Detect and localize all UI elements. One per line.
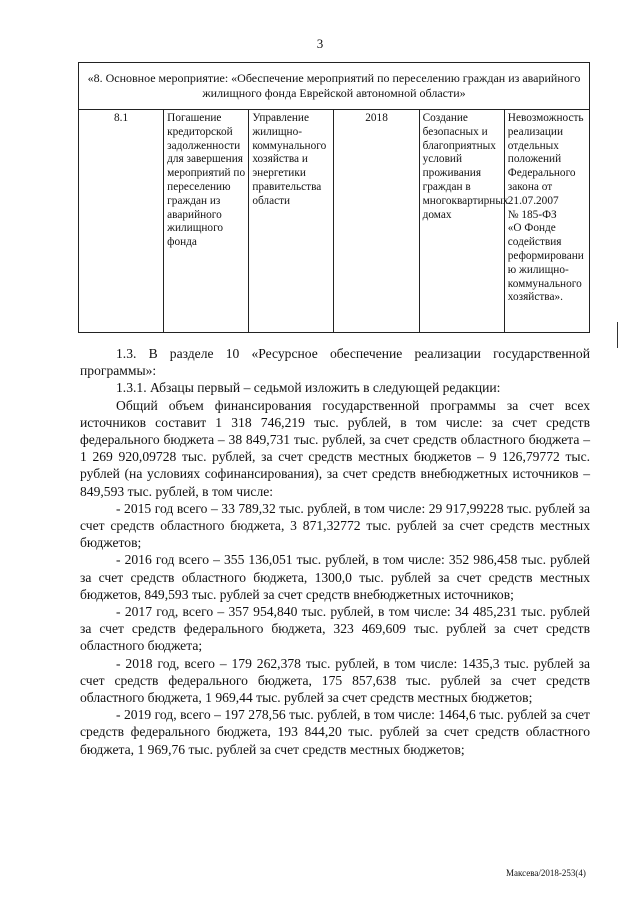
program-table	[78, 62, 590, 333]
paragraph: 1.3. В разделе 10 «Ресурсное обеспечение реализации государственной программы»:	[80, 346, 590, 379]
paragraph: - 2016 год всего – 355 136,051 тыс. рублей, в том числе: 352 986,458 тыс. рублей за счет средств областного бюджета, 1300,0 тыс. рублей за счет средств местных бюджетов, 849,593 тыс. рублей за счет средств внебюджетных источников;	[80, 552, 590, 602]
activity-name: Погашение кредиторской задолженности для завершения мероприятий по переселению граждан из аварийного жилищного фонда	[164, 110, 249, 333]
executor: Управление жилищно- коммунального хозяйства и энергетики правительства области	[249, 110, 334, 333]
paragraph: Общий объем финансирования государственной программы за счет всех источников составит 1 318 746,219 тыс. рублей, в том числе: за счет средств федерального бюджета – 38 849,731 тыс. рублей, за счет средств областного бюджета – 1 269 920,09728 тыс. рублей, за счет средств местных бюджетов – 9 126,79772 тыс. рублей (на условиях софинансирования), за счет средств внебюджетных источников – 849,593 тыс. рублей, в том числе:	[80, 397, 590, 499]
paragraph: - 2018 год, всего – 179 262,378 тыс. рублей, в том числе: 1435,3 тыс. рублей за счет средств федерального бюджета, 175 857,638 тыс. рублей за счет средств областного бюджета, 1 969,44 тыс. рублей за счет средств местных бюджетов;	[80, 655, 590, 706]
margin-mark	[617, 322, 618, 348]
table-section-header: «8. Основное мероприятие: «Обеспечение мероприятий по переселению граждан из аварийного жилищного фонда Еврейской автономной области»	[79, 63, 590, 110]
year: 2018	[334, 110, 419, 333]
page-number: 3	[316, 36, 324, 51]
expected-result: Создание безопасных и благоприятных условий проживания граждан в многоквартирных домах	[419, 110, 504, 333]
document-body	[80, 345, 590, 758]
consequence: Невозможность реализации отдельных положений Федерального закона от 21.07.2007 № 185-ФЗ «О Фонде содействия реформировани ю жилищно- коммунального хозяйства».	[504, 110, 589, 333]
paragraph: - 2017 год, всего – 357 954,840 тыс. рублей, в том числе: 34 485,231 тыс. рублей за счет средств федерального бюджета, 323 469,609 тыс. рублей за счет средств областного бюджета;	[80, 604, 590, 654]
footer-code: Максева/2018-253(4)	[506, 868, 586, 878]
row-number: 8.1	[79, 110, 164, 333]
paragraph: - 2015 год всего – 33 789,32 тыс. рублей, в том числе: 29 917,99228 тыс. рублей за счет средств областного бюджета, 3 871,32772 тыс. рублей за счет средств местных бюджетов;	[80, 500, 590, 551]
paragraph: 1.3.1. Абзацы первый – седьмой изложить в следующей редакции:	[116, 380, 501, 396]
paragraph: - 2019 год, всего – 197 278,56 тыс. рублей, в том числе: 1464,6 тыс. рублей за счет средств федерального бюджета, 193 844,20 тыс. рублей за счет средств областного бюджета, 1 969,76 тыс. рублей за счет средств местных бюджетов;	[80, 707, 590, 757]
table-row	[79, 110, 590, 333]
